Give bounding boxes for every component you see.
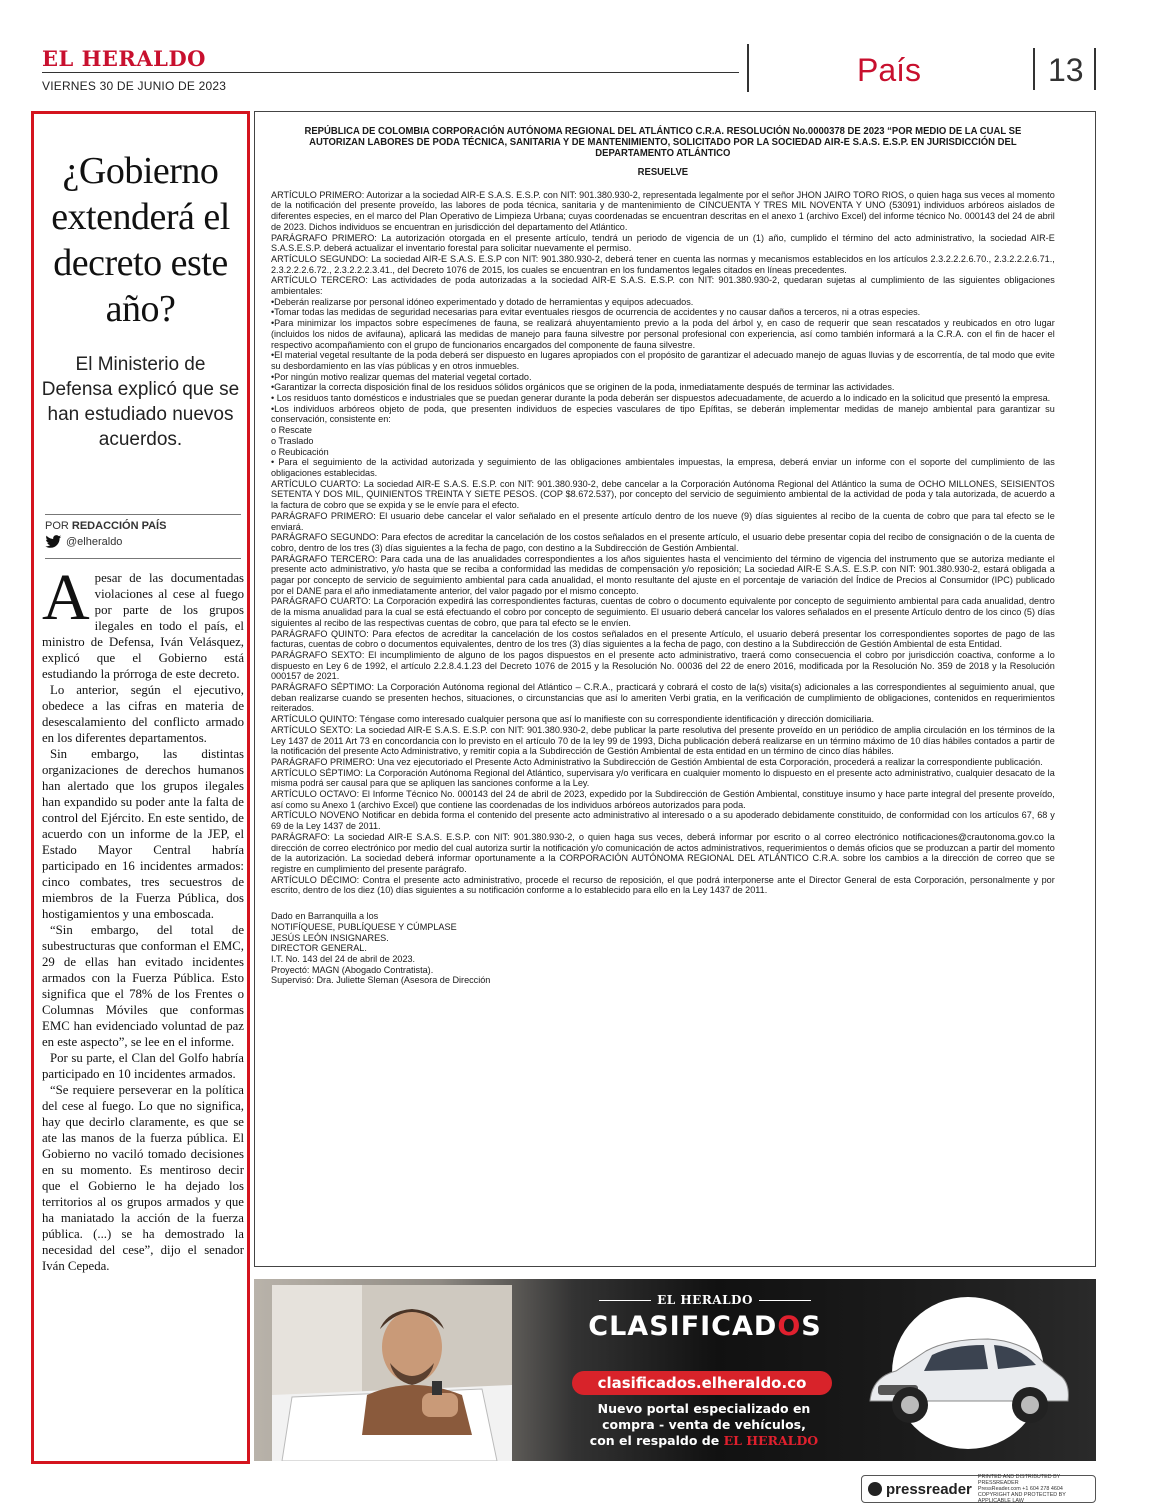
legal-paragraph: o Reubicación (271, 445, 329, 457)
byline-rule (45, 514, 241, 515)
ad-person-in-car-image (272, 1285, 512, 1461)
ad-title: CLASIFICADOS (588, 1311, 822, 1342)
twitter-handle-text: @elheraldo (66, 536, 123, 548)
byline-prefix: POR (45, 520, 69, 532)
masthead-divider (747, 44, 749, 92)
legal-paragraph: • Para el seguimiento de la actividad autorizada y seguimiento de las obligaciones ambientales impuestas, la empresa, deberá enviar un informe con el soporte del cumplimiento de las obligaciones establecidas. (271, 456, 1055, 478)
legal-paragraph: o Rescate (271, 424, 312, 436)
legal-paragraph: PARÁGRAFO QUINTO: Para efectos de acreditar la cancelación de los costos señalados en el presente Artículo, el usuario deberá presentar los correspondientes soportes de pago de las facturas, cuentas de cobro o documentos equivalentes, dentro de los tres (3) días siguientes a la fecha de pago, con destino a la Subdirección de Gestión Ambiental de esta Entidad. (271, 627, 1055, 650)
legal-paragraph: PARÁGRAFO CUARTO: La Corporación expedirá las correspondientes facturas, cuentas de cobro o documento equivalente por concepto de seguimiento ambiental para cada anualidad, dentro de la misma anualidad para la cual se está efectuando el cobro por concepto de seguimiento. El usuario deberá cancelar los valores señalados en el presente Artículo dentro de los cinco (5) días siguientes al recibo de las respectivas cuentas de cobro, que para tal efecto se le envíen. (271, 595, 1055, 628)
page-number: 13 (1048, 52, 1084, 88)
section-name: País (857, 52, 922, 88)
signature-line: JESÚS LEÓN INSIGNARES. (271, 931, 389, 943)
pressreader-badge[interactable] (861, 1475, 1096, 1503)
article-paragraph: Apesar de las documentadas violaciones al cese al fuego por parte de los grupos ilegales en todo el país, el ministro de Defensa, Iván Velásquez, explicó que el Gobierno está estudiando la prórroga de este decreto. (42, 561, 244, 681)
legal-paragraphs (271, 190, 1055, 896)
twitter-bird-icon (45, 535, 62, 549)
ad-car-image (848, 1293, 1088, 1453)
signature-line: NOTIFÍQUESE, PUBLÍQUESE Y CÚMPLASE (271, 920, 457, 932)
newspaper-logo: EL HERALDO (42, 46, 206, 71)
ad-url-link[interactable]: clasificados.elheraldo.co (572, 1371, 832, 1395)
pressreader-fine-print: PRINTED AND DISTRIBUTED BY PRESSREADER PressReader.com +1 604 278 4604 COPYRIGHT AND PROTECTED BY APPLICABLE LAW (977, 1474, 1066, 1504)
article-paragraph: “Se requiere perseverar en la política del cese al fuego. Lo que no significa, hay que decirlo claramente, es que se ate las manos de la fuerza pública. El Gobierno no vaciló tomado decisiones en su momento. Es mentiroso decir que el Gobierno le ha dejado los territorios al os grupos armados y que ha maniatado la acción de la fuerza pública. (...) se ha demostrado la necesidad del cese”, dijo el senador Iván Cepeda. (42, 1083, 244, 1273)
legal-paragraph: ARTÍCULO NOVENO Notificar en debida forma el contenido del presente acto administrativo al interesado o a su apoderado debidamente constituido, de conformidad con los artículos 67, 68 y 69 de la Ley 1437 de 2011. (271, 809, 1055, 832)
legal-paragraph: ARTÍCULO SEGUNDO: La sociedad AIR-E S.A.S. E.S.P con NIT: 901.380.930-2, deberá tener en cuenta las normas y mecanismos establecidos en los artículos 2.3.2.2.2.6.70., 2.3.2.2.2.6.71., 2.3.2.2.2.6.72., 2.3.2.2.2.3.41., del Decreto 1076 de 2015, los cuales se encuentran en los fundamentos legales citados en líneas precedentes. (271, 252, 1055, 275)
signature-line: Proyectó: MAGN (Abogado Contratista). (271, 963, 434, 975)
article-paragraph: Por su parte, el Clan del Golfo habría participado en 10 incidentes armados. (42, 1051, 244, 1081)
legal-paragraph: ARTÍCULO SÉPTIMO: La Corporación Autónoma Regional del Atlántico, supervisara y/o verificara en cualquier momento lo dispuesto en el presente acto administrativo, cualquier desacato de la misma podrá ser causal para que se apliquen las sanciones conforme a la Ley. (271, 766, 1055, 789)
legal-paragraph: PARÁGRAFO PRIMERO: La autorización otorgada en el presente artículo, tendrá un periodo de vigencia de un (1) año, cumplido el término del acto administrativo, la sociedad AIR-E S.A.S.E.S.P. deberá actualizar el inventario forestal para solicitar nuevamente el permiso. (271, 231, 1055, 254)
article-body (42, 561, 244, 1274)
legal-title: REPÚBLICA DE COLOMBIA CORPORACIÓN AUTÓNOMA REGIONAL DEL ATLÁNTICO C.R.A. RESOLUCIÓN No.0000378 DE 2023 “POR MEDIO DE LA CUAL SE AUTORIZAN LABORES DE PODA TÉCNICA, SANITARIA Y DE MANTENIMIENTO, SOLICITADO POR LA SOCIEDAD AIR-E S.A.S. E.S.P. EN JURISDICCIÓN DEL DEPARTAMENTO ATLÁNTICO (304, 126, 1022, 159)
legal-paragraph: ARTÍCULO CUARTO: La sociedad AIR-E S.A.S. E.S.P. con NIT: 901.380.930-2, debe cancelar a la Corporación Autónoma Regional del Atlántico la suma de OCHO MILLONES, SEISIENTOS SETENTA Y DOS MIL, QUINIENTOS TREINTA Y SIETE PESOS. (COP $8.672.537), por concepto del servicio de seguimiento ambiental de la actividad de poda y tala autorizada, de acuerdo a la factura de cobro que se expida y se le envíe para el efecto. (271, 477, 1055, 511)
twitter-handle (45, 535, 122, 549)
signature-line: Dado en Barranquilla a los (271, 910, 379, 922)
legal-paragraph: ARTÍCULO OCTAVO: El Informe Técnico No. 000143 del 24 de abril de 2023, expedido por la Subdirección de Gestión Ambiental, constituye insumo y hace parte integral del presente proveído, así como su Anexo 1 (archivo Excel) que contiene las coordenadas de los individuos arbóreos autorizados para poda. (271, 788, 1055, 810)
legal-notice (254, 111, 1096, 1267)
pressreader-logo: pressreader (868, 1481, 972, 1498)
article-paragraph: Lo anterior, según el ejecutivo, obedece a las cifras en materia de desescalamiento del conflicto armado en los diferentes departamentos. (42, 683, 244, 745)
legal-paragraph: PARÁGRAFO TERCERO: Para cada una de las anualidades correspondientes a los años siguientes hasta el vencimiento del término de vigencia del instrumento que se autoriza mediante el presente acto administrativo, y/o hasta que se reciba a conformidad las medidas de compensación y/o reposición; La sociedad AIR-E S.A.S. E.S.P. con NIT: 901.380.930-2, estará obligada a pagar por concepto de servicio de seguimiento ambiental para cada anualidad, el monto resultante del ajuste en el porcentaje de variación del Índice de Precios al Consumidor (IPC) publicado por el DANE para el año inmediatamente anterior, del valor pagado por el mismo concepto. (271, 552, 1055, 596)
legal-paragraph: •Garantizar la correcta disposición final de los residuos sólidos orgánicos que se originen de la poda, inmediatamente después de terminar las actividades. (271, 381, 895, 393)
legal-notice-content (271, 126, 1055, 986)
target-o-icon: O (777, 1311, 802, 1342)
masthead-rule (42, 72, 739, 73)
legal-paragraph: •Deberán realizarse por personal idóneo experimentado y dotado de herramientas y equipos adecuados. (271, 295, 694, 307)
legal-paragraph: PARÁGRAFO SÉPTIMO: La Corporación Autónoma regional del Atlántico – C.R.A., practicará y cobrará el costo de la(s) visita(s) adicionales a las correspondientes al seguimiento anual, que deban realizarse cuando se presenten hechos, situaciones, o circunstancias que así lo ameriten Verbi gratia, en la verificación de cumplimiento de obligaciones, contenidos en requerimientos reiterados. (271, 681, 1055, 714)
legal-paragraph: ARTÍCULO PRIMERO: Autorizar a la sociedad AIR-E S.A.S. E.S.P. con NIT: 901.380.930-2, representada legalmente por el señor JHON JAIRO TORO RIOS, o quien haga sus veces al momento de la notificación del presente proveído, las labores de poda técnica, sanitaria y de mantenimiento de CINCUENTA Y TRES MIL NOVENTA Y UNO (53091) individuos arbóreos aislados de diferentes especies, en el marco del Plan Operativo de Limpieza Urbana; cuyas coordenadas se encuentran descritas en el anexo 1 (archivo Excel) del informe técnico No. 000143 del 24 de abril de 2023. Dichos individuos se encuentran en jurisdicción del departamento del Atlántico. (271, 188, 1055, 232)
legal-paragraph: •Para minimizar los impactos sobre especímenes de fauna, se realizará ahuyentamiento previo a la poda del árbol y, en caso de requerir que sean rescatados y reubicados en otro lugar (incluidos los nidos de avifauna), aplicará las medidas de manejo para fauna silvestre por personal profesional con experiencia, así como también informará a la C.R.A. con el fin de hacer el respectivo acompañamiento con el grupo de funcionarios encargados del componente de fauna silvestre. (271, 317, 1055, 350)
page-number-divider-right (1094, 48, 1096, 90)
legal-paragraph: PARÁGRAFO SEXTO: El incumplimiento de alguno de los pagos dispuestos en el presente acto administrativo, traerá como consecuencia el cobro por jurisdicción coactiva, conforme a lo dispuesto en Ley 6 de 1992, el artículo 2.2.8.4.1.23 del Decreto 1076 de 2015 y la Resolución No. 00036 del 22 de enero 2016, modificada por la Resolución No. 359 de 2018 y la Resolución 000157 de 2021. (271, 648, 1055, 682)
legal-resuelve: RESUELVE (637, 167, 689, 178)
article-headline: ¿Gobierno extenderá el decreto este año? (51, 150, 230, 330)
page-number-divider (1033, 48, 1035, 90)
byline (45, 520, 166, 532)
pressreader-icon (868, 1482, 882, 1496)
article-column (31, 111, 250, 1464)
legal-paragraph: ARTÍCULO SEXTO: La sociedad AIR-E S.A.S. E.S.P. con NIT: 901.380.930-2, debe publicar la parte resolutiva del presente proveído en un periódico de amplia circulación en los términos de la Ley 1437 de 2011 Art 73 en concordancia con lo previsto en el artículo 70 de la ley 99 de 1993, Dicha publicación deberá realizarse en un término máximo de 10 días hábiles contados a partir de la notificación del presente Acto Administrativo, y remitir copia a la Subdirección de Gestión Ambiental de esta entidad en un término de cinco días hábiles. (271, 723, 1055, 757)
ad-copy-brand: EL HERALDO (723, 1433, 819, 1448)
legal-paragraph: • Los residuos tanto domésticos e industriales que se puedan generar durante la poda deberán ser dispuestos adecuadamente, de acuerdo a lo indicado en la solicitud que presentó la empresa. (271, 392, 1051, 404)
drop-cap: A (42, 561, 90, 634)
legal-paragraph: o Traslado (271, 434, 314, 446)
byline-author: REDACCIÓN PAÍS (71, 520, 167, 532)
issue-date: VIERNES 30 DE JUNIO DE 2023 (42, 79, 227, 93)
byline-bottom-rule (45, 558, 241, 559)
legal-paragraph: •Por ningún motivo realizar quemas del material vegetal cortado. (271, 370, 532, 382)
legal-paragraph: PARÁGRAFO: La sociedad AIR-E S.A.S. E.S.P. con NIT: 901.380.930-2, o quien haga sus veces, deberá informar por escrito o al correo electrónico notificaciones@crautonoma.gov.co la dirección de correo electrónico por medio del cual autoriza surtir la notificación y/o comunicación de actos administrativos, requerimientos o demás oficios que se produzcan a partir del momento de la autorización. La sociedad deberá informar oportunamente a la CORPORACIÓN AUTÓNOMA REGIONAL DEL ATLÁNTICO C.R.A. sobre los cambios a la dirección de correo que se registre en cumplimiento del presente parágrafo. (271, 830, 1055, 874)
legal-paragraph: PARÁGRAFO PRIMERO: El usuario debe cancelar el valor señalado en el presente artículo dentro de los nueve (9) días siguientes al recibo de la cuenta de cobro que para tal efecto se le enviará. (271, 509, 1055, 532)
signature-line: I.T. No. 143 del 24 de abril de 2023. (271, 952, 416, 964)
signature-line: DIRECTOR GENERAL. (271, 942, 367, 954)
legal-paragraph: •Tomar todas las medidas de seguridad necesarias para evitar eventuales riesgos de ocurrencia de accidentes y no causar daños a terceros, ni a otras especies. (271, 306, 921, 318)
legal-paragraph: ARTÍCULO QUINTO: Téngase como interesado cualquier persona que así lo manifieste con su correspondiente identificación y dirección domiciliaria. (271, 713, 875, 725)
legal-paragraph: •Los individuos arbóreos objeto de poda, que presenten individuos de especies vasculares de tipo Epífitas, se deberán implementar medidas de manejo ambiental para garantizar su conservación, consistente en: (271, 402, 1055, 425)
legal-paragraph: PARÁGRAFO PRIMERO: Una vez ejecutoriado el Presente Acto Administrativo la Subdirección de Gestión Ambiental de esta Corporación, procederá a realizar la correspondiente publicación. (271, 755, 1043, 767)
ad-brand: EL HERALDO (570, 1293, 840, 1307)
ad-copy: Nuevo portal especializado en compra - venta de vehículos, con el respaldo de EL HERALDO (589, 1401, 819, 1448)
legal-signature-block (271, 911, 1055, 986)
legal-paragraph: ARTÍCULO TERCERO: Las actividades de poda autorizadas a la sociedad AIR-E S.A.S. E.S.P. con NIT: 901.380.930-2, quedaran sujetas al cumplimiento de las siguientes obligaciones ambientales: (271, 274, 1055, 297)
article-subhead: El Ministerio de Defensa explicó que se han estudiado nuevos acuerdos. (41, 354, 240, 450)
article-paragraph: Sin embargo, las distintas organizaciones de derechos humanos han alertado que los grupos ilegales han expandido su poder ante la falta de control del Ejército. En este sentido, de acuerdo con un informe de la JEP, el Estado Mayor Central habría participado en 16 incidentes armados: cinco combates, tres secuestros de miembros de la Fuerza Pública, dos hostigamientos y una emboscada. (42, 747, 244, 921)
legal-paragraph: ARTÍCULO DÉCIMO: Contra el presente acto administrativo, procede el recurso de reposición, el que podrá interponerse ante el Director General de esta Corporación, personalmente y por escrito, dentro de los diez (10) días siguientes a su notificación conforme a lo establecido para ello en la Ley 1437 de 2011. (271, 873, 1055, 896)
legal-paragraph: •El material vegetal resultante de la poda deberá ser dispuesto en lugares apropiados con el propósito de garantizar el adecuado manejo de aguas lluvias y de escorrentía, de tal modo que evite su desbordamiento en las vías públicas y en otros inmuebles. (271, 349, 1055, 371)
classifieds-ad[interactable] (254, 1279, 1096, 1461)
signature-line: Supervisó: Dra. Juliette Sleman (Asesora de Dirección (271, 974, 491, 986)
article-paragraph: “Sin embargo, del total de subestructuras que conforman el EMC, 29 de ellas han evitado incidentes armados con la Fuerza Pública. Esto significa que el 78% de los Frentes o Columnas Móviles que conformas EMC han evidenciado voluntad de paz en este aspecto”, se lee en el informe. (42, 923, 244, 1049)
legal-paragraph: PARÁGRAFO SEGUNDO: Para efectos de acreditar la cancelación de los costos señalados en el presente artículo, el usuario debe presentar copia del recibo de consignación o de la cuenta de cobro, dentro de los tres (3) días siguientes a la fecha de pago, con destino a la Subdirección de Gestión Ambiental. (271, 531, 1055, 553)
